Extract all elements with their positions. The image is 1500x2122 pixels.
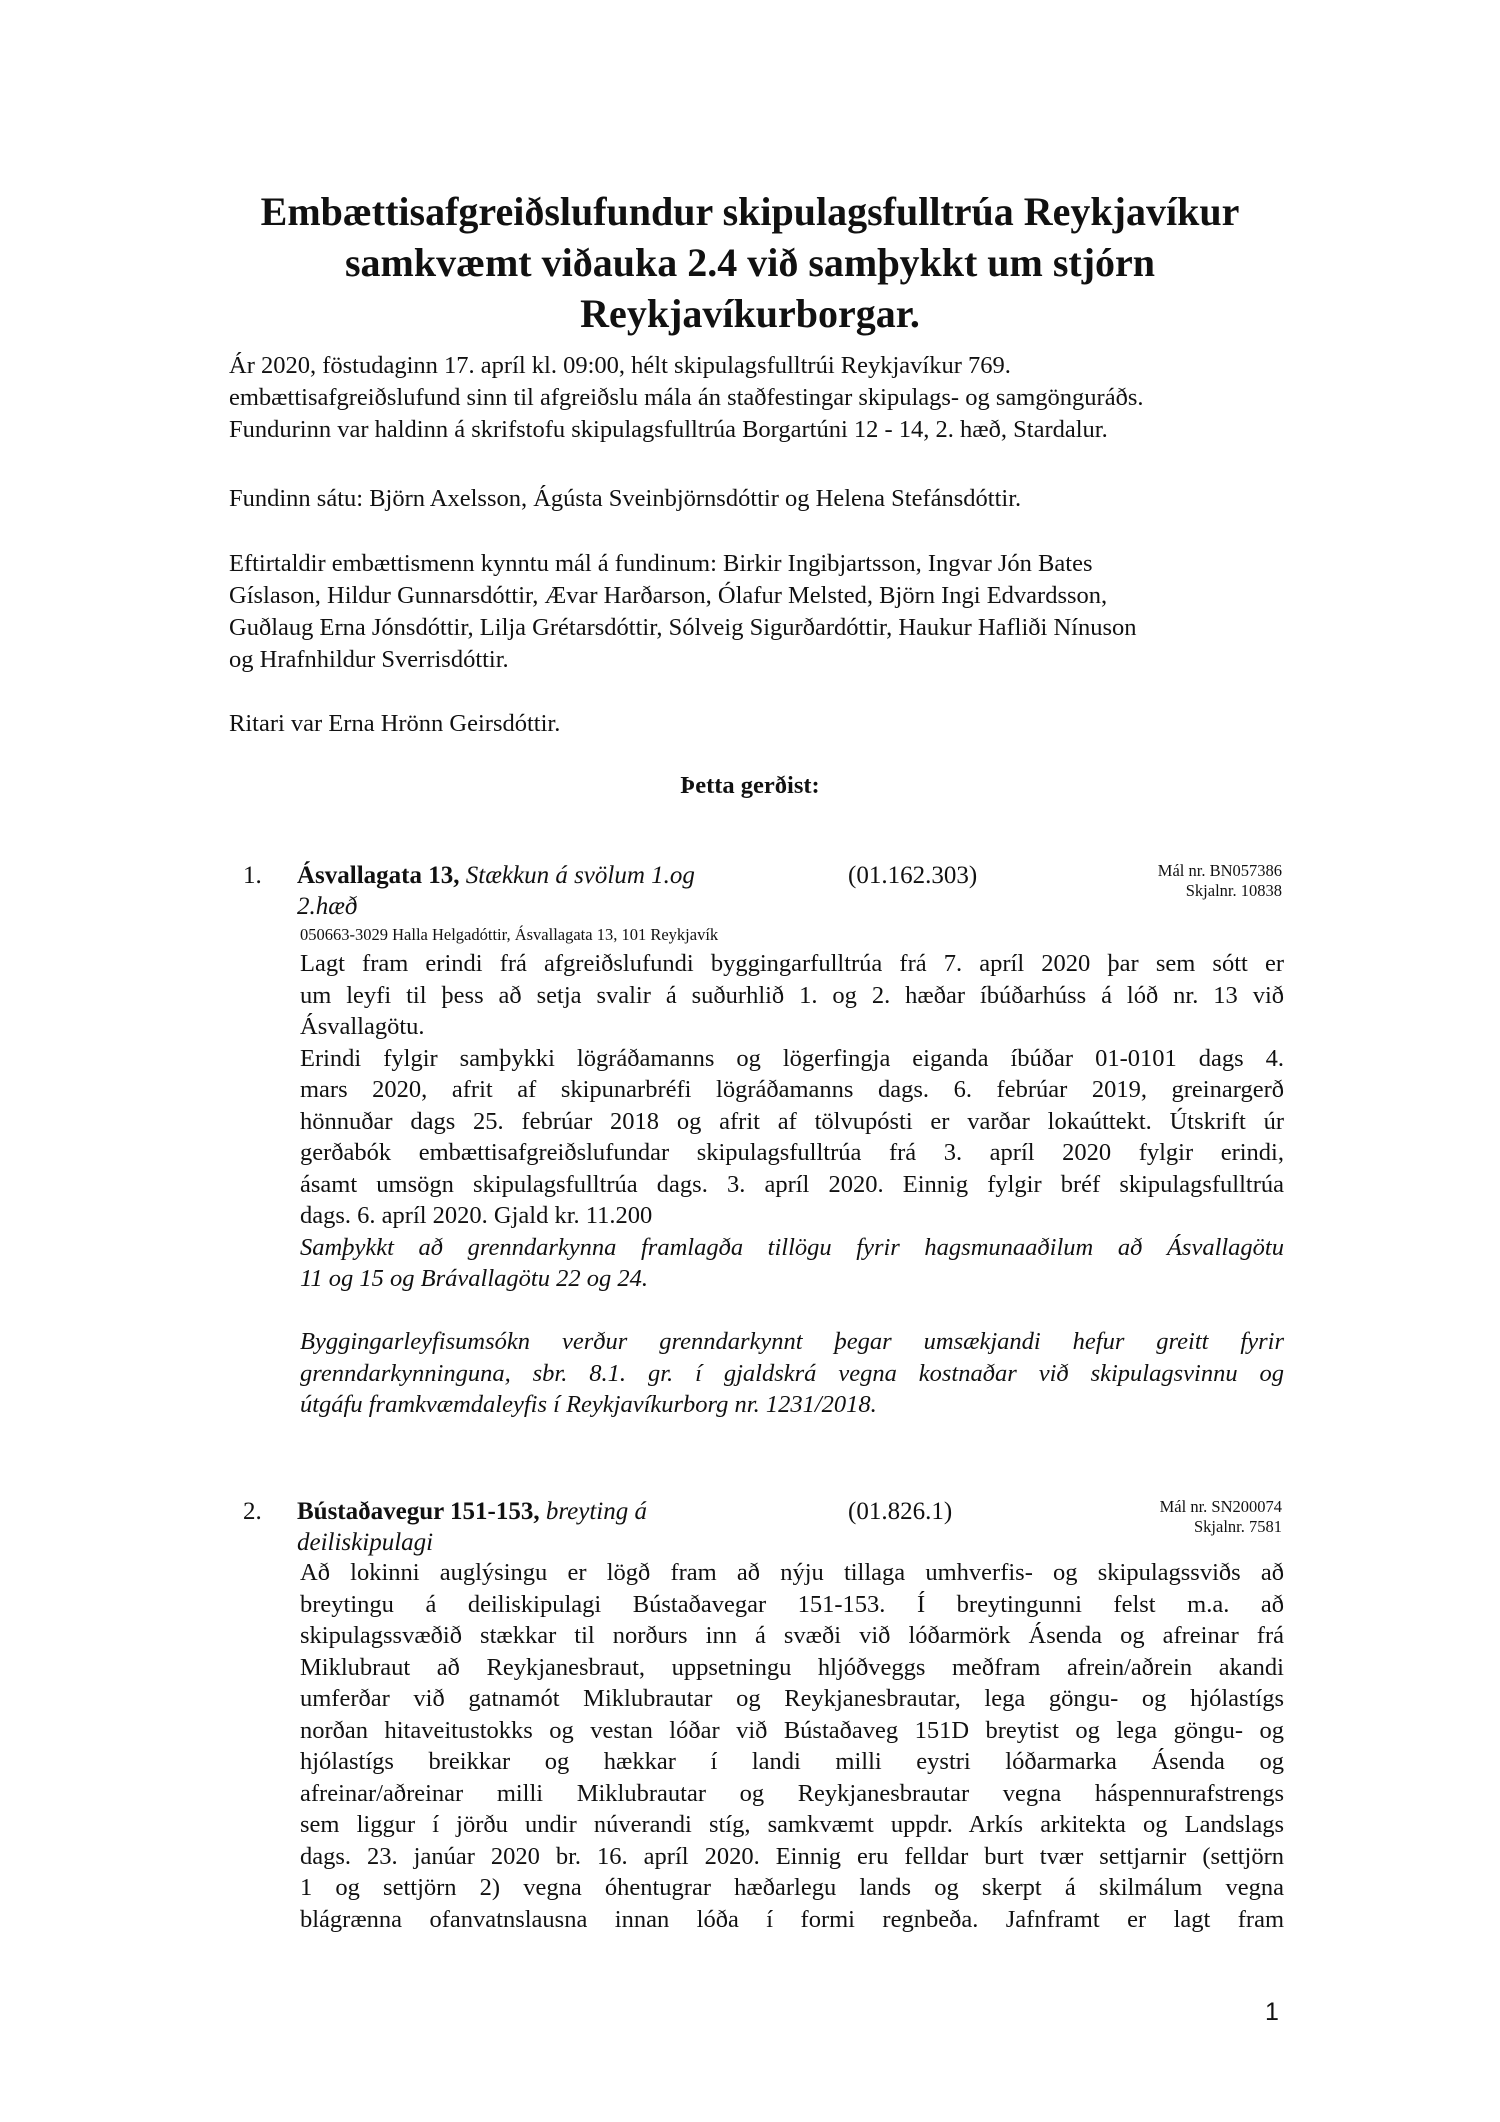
body-line: dags. 23. janúar 2020 br. 16. apríl 2020. Einnig eru felldar burt tvær settjarnir (settjörn [300,1842,1284,1870]
case-no: Mál nr. SN200074 [1159,1497,1282,1516]
case-number: 2. [243,1498,262,1525]
case-caption [297,1496,807,1558]
case-subject: Stækkun á svölum 1.og [465,862,695,889]
intro-line: Eftirtaldir embættismenn kynntu mál á fundinum: Birkir Ingibjartsson, Ingvar Jón Bates [229,550,1093,577]
body-line: gerðabók embættisafgreiðslufundar skipulagsfulltrúa frá 3. apríl 2020 fylgir erindi, [300,1139,1284,1166]
body-line: norðan hitaveitustokks og vestan lóðar við Bústaðaveg 151D breytist og lega göngu- og [300,1716,1284,1744]
body-line: Að lokinni auglýsingu er lögð fram að nýju tillaga umhverfis- og skipulagssviðs að [300,1559,1284,1586]
case-address: Ásvallagata 13, [297,862,460,889]
case-number: 1. [243,862,262,889]
intro-line: og Hrafnhildur Sverrisdóttir. [229,646,509,673]
note-line: Byggingarleyfisumsókn verður grenndarkynnt þegar umsækjandi hefur greitt fyrir [300,1328,1284,1355]
body-line: umferðar við gatnamót Miklubrautar og Reykjanesbrautar, lega göngu- og hjólastígs [300,1685,1284,1712]
body-line: ásamt umsögn skipulagsfulltrúa dags. 3. apríl 2020. Einnig fylgir bréf skipulagsfulltrúa [300,1170,1284,1198]
title-line: samkvæmt viðauka 2.4 við samþykkt um stjórn [344,240,1156,285]
body-line: Miklubraut að Reykjanesbraut, uppsetningu hljóðveggs meðfram afrein/aðrein akandi [300,1653,1284,1681]
body-line: Lagt fram erindi frá afgreiðslufundi byggingarfulltrúa frá 7. apríl 2020 þar sem sótt er [300,950,1284,977]
secretary-paragraph [229,708,1309,740]
land-code: (01.162.303) [848,862,978,889]
case-subject: breyting á [545,1498,647,1525]
body-line: 1 og settjörn 2) vegna óhentugrar hæðarlegu lands og skerpt á skilmálum vegna [300,1874,1284,1901]
title-line: Reykjavíkurborgar. [580,291,920,336]
land-code: (01.826.1) [848,1498,953,1525]
meeting-intro-paragraph [229,350,1309,446]
body-line: hönnuðar dags 25. febrúar 2018 og afrit af tölvupósti er varðar lokaúttekt. Útskrift úr [300,1107,1284,1135]
officials-paragraph [229,548,1309,676]
case-caption [297,860,807,922]
case-address: Bústaðavegur 151-153, [297,1498,540,1525]
intro-line: Guðlaug Erna Jónsdóttir, Lilja Grétarsdóttir, Sólveig Sigurðardóttir, Haukur Hafliði Nínuson [229,614,1137,641]
intro-line: Fundinn sátu: Björn Axelsson, Ágústa Sveinbjörnsdóttir og Helena Stefánsdóttir. [229,485,1022,512]
intro-line: embættisafgreiðslufund sinn til afgreiðslu mála án staðfestingar skipulags- og samgönguráðs. [229,384,1144,411]
record-no: Skjalnr. 10838 [1185,881,1282,900]
note-line: útgáfu framkvæmdaleyfis í Reykjavíkurborg nr. 1231/2018. [300,1391,877,1418]
intro-line: Gíslason, Hildur Gunnarsdóttir, Ævar Harðarson, Ólafur Melsted, Björn Ingi Edvardsson, [229,582,1108,609]
case-no: Mál nr. BN057386 [1157,861,1282,880]
spacer [300,1295,1284,1327]
case-subject: deiliskipulagi [297,1529,434,1556]
title-line: Embættisafgreiðslufundur skipulagsfulltrúa Reykjavíkur [260,189,1240,234]
decision-line: Samþykkt að grenndarkynna framlagða tillögu fyrir hagsmunaaðilum að Ásvallagötu [300,1233,1284,1261]
record-no: Skjalnr. 7581 [1193,1517,1282,1536]
page-number: 1 [1265,1998,1279,2026]
body-line: dags. 6. apríl 2020. Gjald kr. 11.200 [300,1202,653,1229]
case-body [300,1557,1284,1935]
body-line: breytingu á deiliskipulagi Bústaðavegar 151-153. Í breytingunni felst m.a. að [300,1590,1284,1618]
body-line: mars 2020, afrit af skipunarbréfi lögráðamanns dags. 6. febrúar 2019, greinargerð [300,1076,1284,1103]
body-line: um leyfi til þess að setja svalir á suðurhlið 1. og 2. hæðar íbúðarhúss á lóð nr. 13 við [300,981,1284,1009]
attendees-paragraph [229,483,1309,515]
case-reference [1160,1497,1282,1537]
body-line: skipulagssvæðið stækkar til norðurs inn á svæði við lóðarmörk Ásenda og afreinar frá [300,1622,1284,1649]
intro-line: Ritari var Erna Hrönn Geirsdóttir. [229,710,561,737]
document-title [200,186,1300,339]
case-subject: 2.hæð [297,893,358,920]
body-line: blágrænna ofanvatnslausna innan lóða í formi regnbeða. Jafnframt er lagt fram [300,1905,1284,1933]
intro-line: Ár 2020, föstudaginn 17. apríl kl. 09:00, hélt skipulagsfulltrúi Reykjavíkur 769. [229,352,1011,379]
body-line: afreinar/aðreinar milli Miklubrautar og Reykjanesbrautar vegna háspennurafstrengs [300,1779,1284,1807]
note-line: grenndarkynninguna, sbr. 8.1. gr. í gjaldskrá vegna kostnaðar við skipulagsvinnu og [300,1359,1284,1387]
body-line: sem liggur í jörðu undir núverandi stíg, samkvæmt uppdr. Arkís arkitekta og Landslags [300,1811,1284,1838]
decision-line: 11 og 15 og Brávallagötu 22 og 24. [300,1265,648,1292]
section-heading: Þetta gerðist: [680,772,820,799]
intro-line: Fundurinn var haldinn á skrifstofu skipulagsfulltrúa Borgartúni 12 - 14, 2. hæð, Stardalur. [229,416,1108,443]
body-line: hjólastígs breikkar og hækkar í landi milli eystri lóðarmarka Ásenda og [300,1748,1284,1775]
body-line: Ásvallagötu. [300,1013,425,1040]
case-reference [1158,861,1282,901]
applicant: 050663-3029 Halla Helgadóttir, Ásvallagata 13, 101 Reykjavík [300,925,719,944]
case-body [300,948,1284,1421]
body-line: Erindi fylgir samþykki lögráðamanns og lögerfingja eiganda íbúðar 01-0101 dags 4. [300,1044,1284,1072]
